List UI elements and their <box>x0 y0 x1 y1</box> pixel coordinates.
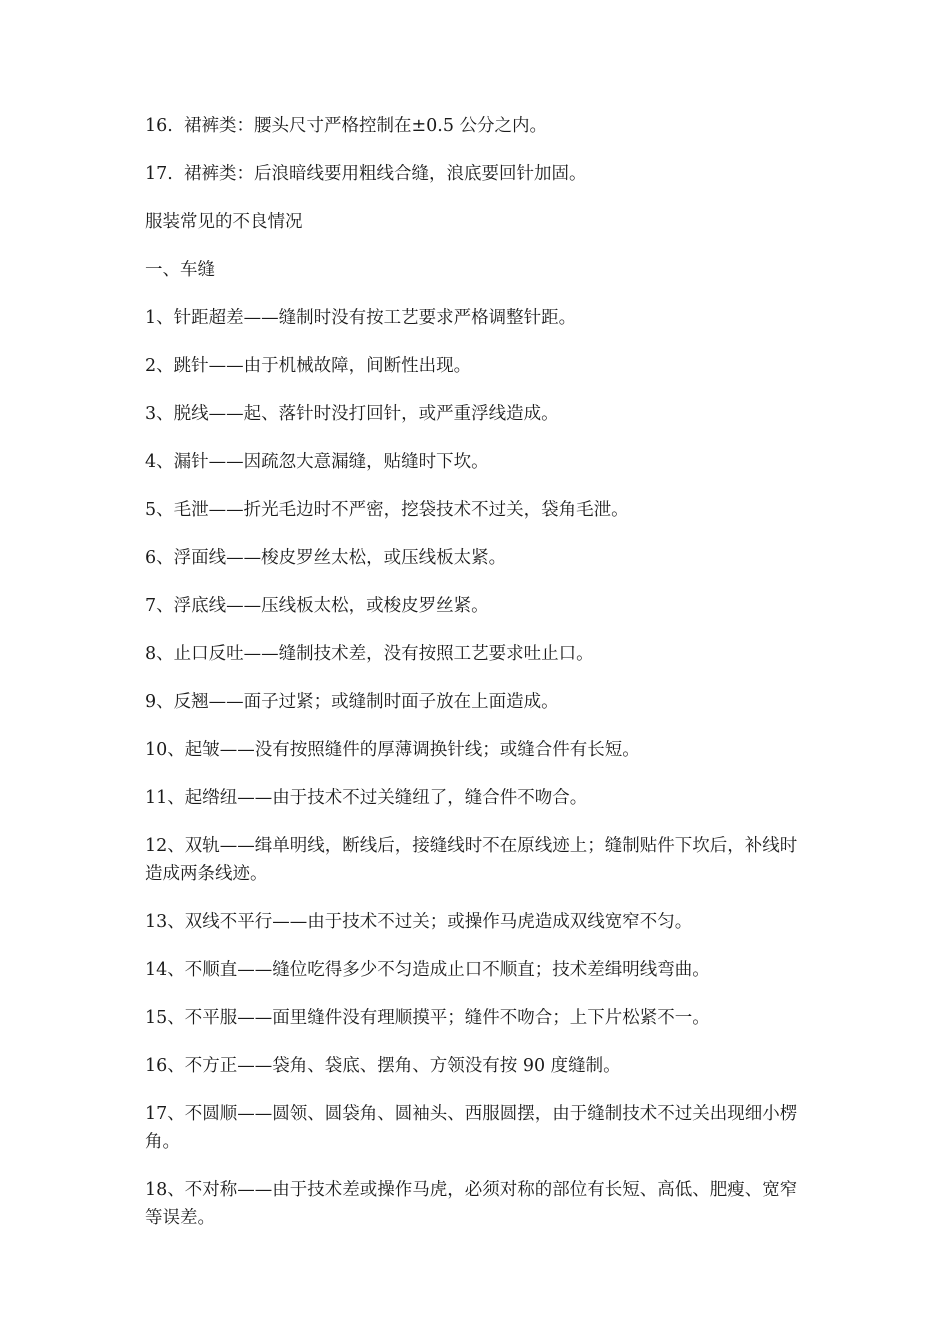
list-item: 12、双轨——缉单明线，断线后，接缝线时不在原线迹上；缝制贴件下坎后，补线时造成两条线迹。 <box>145 836 798 884</box>
list-item: 6、浮面线——梭皮罗丝太松，或压线板太紧。 <box>145 548 507 568</box>
list-item: 17、不圆顺——圆领、圆袋角、圆袖头、西服圆摆，由于缝制技术不过关出现细小楞角。 <box>145 1104 798 1152</box>
list-item: 5、毛泄——折光毛边时不严密，挖袋技术不过关，袋角毛泄。 <box>145 500 629 520</box>
subsection-heading: 一、车缝 <box>145 260 215 280</box>
list-item: 8、止口反吐——缝制技术差，没有按照工艺要求吐止口。 <box>145 644 594 664</box>
paragraph-item-17: 17. 裙裤类：后浪暗线要用粗线合缝，浪底要回针加固。 <box>145 164 587 184</box>
list-item: 4、漏针——因疏忽大意漏缝，贴缝时下坎。 <box>145 452 489 472</box>
list-item: 7、浮底线——压线板太松，或梭皮罗丝紧。 <box>145 596 489 616</box>
list-item: 11、起绺纽——由于技术不过关缝纽了，缝合件不吻合。 <box>145 788 588 808</box>
list-item: 10、起皱——没有按照缝件的厚薄调换针线；或缝合件有长短。 <box>145 740 640 760</box>
list-item: 2、跳针——由于机械故障，间断性出现。 <box>145 356 472 376</box>
paragraph-item-16: 16. 裙裤类：腰头尺寸严格控制在±0.5 公分之内。 <box>145 116 548 136</box>
list-item: 13、双线不平行——由于技术不过关；或操作马虎造成双线宽窄不匀。 <box>145 912 693 932</box>
list-item: 3、脱线——起、落针时没打回针，或严重浮线造成。 <box>145 404 559 424</box>
list-item: 9、反翘——面子过紧；或缝制时面子放在上面造成。 <box>145 692 559 712</box>
list-item: 1、针距超差——缝制时没有按工艺要求严格调整针距。 <box>145 308 577 328</box>
list-item: 14、不顺直——缝位吃得多少不匀造成止口不顺直；技术差缉明线弯曲。 <box>145 960 710 980</box>
list-item: 15、不平服——面里缝件没有理顺摸平；缝件不吻合；上下片松紧不一。 <box>145 1008 710 1028</box>
section-heading: 服装常见的不良情况 <box>145 212 303 232</box>
document-body <box>145 112 813 1252</box>
list-item: 18、不对称——由于技术差或操作马虎，必须对称的部位有长短、高低、肥瘦、宽窄等误差。 <box>145 1180 798 1228</box>
list-item: 16、不方正——袋角、袋底、摆角、方领没有按 90 度缝制。 <box>145 1056 621 1076</box>
